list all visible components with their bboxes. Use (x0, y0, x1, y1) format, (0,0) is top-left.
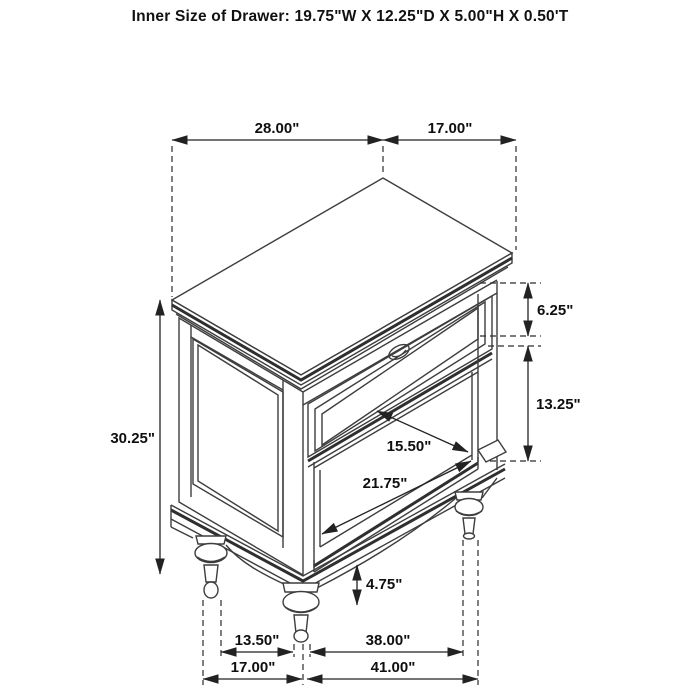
dim-label-leg-height: 4.75" (366, 576, 403, 593)
dim-drawer-front-height (528, 283, 573, 336)
dim-label-legs-side-inner: 13.50" (234, 632, 280, 649)
dim-overall-height (110, 300, 160, 574)
dim-label-legs-front-outer: 41.00" (370, 659, 416, 676)
dim-leg-height (357, 565, 402, 605)
dim-label-opening-height: 13.25" (536, 396, 581, 413)
nightstand-drawing (171, 178, 512, 642)
dim-label-legs-side-outer: 17.00" (230, 659, 276, 676)
page-title: Inner Size of Drawer: 19.75"W X 12.25"D X 5.00"H X 0.50'T (131, 8, 569, 25)
dim-label-drawer-front-height: 6.25" (537, 302, 574, 319)
dim-legs-side-inner (221, 632, 293, 652)
dim-opening-depth (377, 411, 468, 455)
dim-legs-side-outer (203, 659, 302, 679)
dim-label-opening-width: 21.75" (362, 475, 408, 492)
dim-opening-width (322, 461, 471, 534)
dim-legs-front-outer (307, 659, 478, 679)
dim-label-top-width: 28.00" (254, 120, 300, 137)
dim-legs-front-inner (310, 632, 463, 652)
leg-front (283, 583, 319, 642)
dim-label-legs-front-inner: 38.00" (365, 632, 411, 649)
leg-right (455, 492, 483, 539)
dim-label-overall-height: 30.25" (110, 430, 155, 447)
leg-left (195, 536, 227, 598)
dim-top-depth (383, 120, 516, 140)
dim-label-top-depth: 17.00" (427, 120, 473, 137)
dim-opening-height (528, 346, 581, 461)
dim-top-width (172, 120, 383, 140)
dim-label-opening-depth: 15.50" (386, 438, 432, 455)
